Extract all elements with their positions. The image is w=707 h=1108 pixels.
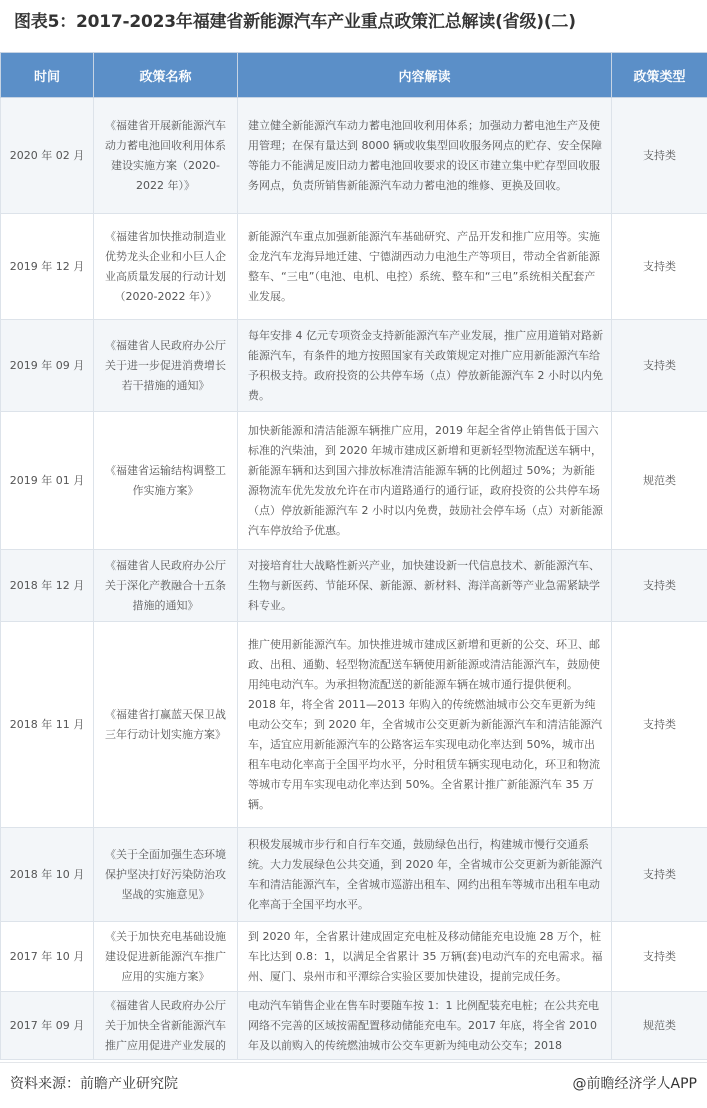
table-header-row (1, 53, 707, 98)
row-policy-name: 《福建省人民政府办公厅关于深化产教融合十五条措施的通知》 (94, 550, 238, 622)
row-content: 对接培育壮大战略性新兴产业，加快建设新一代信息技术、新能源汽车、生物与新医药、节能环保、新能源、新材料、海洋高新等产业急需紧缺学科专业。 (238, 550, 612, 622)
row-policy-name: 《关于全面加强生态环境保护坚决打好污染防治攻坚战的实施意见》 (94, 828, 238, 922)
brand-credit: @前瞻经济学人APP (573, 1073, 697, 1093)
table-row (1, 412, 707, 550)
row-content: 电动汽车销售企业在售车时要随车按 1：1 比例配装充电桩；在公共充电网络不完善的区域按需配置移动储能充电车。2017 年底，将全省 2010 年及以前购入的传统燃油城市公交车更新为纯电动公交车；2018 (238, 992, 612, 1060)
row-policy-name: 《福建省人民政府办公厅关于加快全省新能源汽车推广应用促进产业发展的 (94, 992, 238, 1060)
row-date: 2018 年 12 月 (1, 550, 94, 622)
table-row (1, 98, 707, 214)
row-policy-name: 《福建省运输结构调整工作实施方案》 (94, 412, 238, 550)
row-policy-type: 规范类 (612, 992, 707, 1060)
row-policy-name: 《关于加快充电基础设施建设促进新能源汽车推广应用的实施方案》 (94, 922, 238, 992)
header-policy-name: 政策名称 (94, 53, 238, 98)
header-policy-type: 政策类型 (612, 53, 707, 98)
row-content: 积极发展城市步行和自行车交通，鼓励绿色出行，构建城市慢行交通系统。大力发展绿色公共交通，到 2020 年，全省城市公交更新为新能源汽车和清洁能源汽车，全省城市巡游出租车、网约出租车等城市出租车电动化率高于全国平均水平。 (238, 828, 612, 922)
row-content: 建立健全新能源汽车动力蓄电池回收利用体系；加强动力蓄电池生产及使用管理；在保有量达到 8000 辆或收集型回收服务网点的贮存、安全保障等能力不能满足废旧动力蓄电池回收要求的设区市建立集中贮存型回收服务网点，负责所销售新能源汽车动力蓄电池的维修、更换及回收。 (238, 98, 612, 214)
header-date: 时间 (1, 53, 94, 98)
row-content: 每年安排 4 亿元专项资金支持新能源汽车产业发展，推广应用道销对路新能源汽车，有条件的地方按照国家有关政策规定对推广应用新能源汽车给予积极支持。政府投资的公共停车场（点）停放新能源汽车 2 小时以内免费。 (238, 320, 612, 412)
row-policy-name: 《福建省人民政府办公厅关于进一步促进消费增长若干措施的通知》 (94, 320, 238, 412)
table-row (1, 214, 707, 320)
row-policy-type: 支持类 (612, 320, 707, 412)
row-content: 加快新能源和清洁能源车辆推广应用，2019 年起全省停止销售低于国六标准的汽柴油，到 2020 年城市建成区新增和更新轻型物流配送车辆中，新能源车辆和达到国六排放标准清洁能源车辆的比例超过 50%；为新能源物流车优先发放允许在市内道路通行的通行证，政府投资的公共停车场（点）停放新能源汽车 2 小时以内免费，鼓励社会停车场（点）对新能源汽车停放给予优惠。 (238, 412, 612, 550)
row-policy-type: 支持类 (612, 922, 707, 992)
source-note: 资料来源：前瞻产业研究院 (10, 1073, 178, 1093)
row-date: 2017 年 09 月 (1, 992, 94, 1060)
row-date: 2017 年 10 月 (1, 922, 94, 992)
table-row (1, 992, 707, 1060)
row-date: 2019 年 09 月 (1, 320, 94, 412)
row-content: 推广使用新能源汽车。加快推进城市建成区新增和更新的公交、环卫、邮政、出租、通勤、轻型物流配送车辆使用新能源或清洁能源汽车，鼓励使用纯电动汽车。为承担物流配送的新能源车辆在城市通行提供便利。2018 年，将全省 2011—2013 年购入的传统燃油城市公交车更新为纯电动公交车；到 2020 年，全省城市公交更新为新能源汽车和清洁能源汽车，适宜应用新能源汽车的公路客运车实现电动化率达到 50%，城市出租车电动化率高于全国平均水平，分时租赁车辆实现电动化，环卫和物流等城市专用车实现电动化率达到 50%。全省累计推广新能源汽车 35 万辆。 (238, 622, 612, 828)
row-policy-type: 支持类 (612, 98, 707, 214)
table-row (1, 828, 707, 922)
header-content: 内容解读 (238, 53, 612, 98)
row-date: 2019 年 12 月 (1, 214, 94, 320)
row-policy-type: 规范类 (612, 412, 707, 550)
row-date: 2019 年 01 月 (1, 412, 94, 550)
row-policy-name: 《福建省打赢蓝天保卫战三年行动计划实施方案》 (94, 622, 238, 828)
policy-table (0, 52, 707, 1060)
row-policy-name: 《福建省加快推动制造业优势龙头企业和小巨人企业高质量发展的行动计划（2020-2022 年）》 (94, 214, 238, 320)
row-policy-type: 支持类 (612, 214, 707, 320)
table-row (1, 922, 707, 992)
page-title: 图表5：2017-2023年福建省新能源汽车产业重点政策汇总解读(省级)(二) (14, 10, 694, 34)
row-content: 新能源汽车重点加强新能源汽车基础研究、产品开发和推广应用等。实施金龙汽车龙海异地迁建、宁德湖西动力电池生产等项目，带动全省新能源整车、“三电”（电池、电机、电控）系统、整车和“三电”系统相关配套产业发展。 (238, 214, 612, 320)
row-date: 2018 年 11 月 (1, 622, 94, 828)
row-policy-type: 支持类 (612, 828, 707, 922)
row-policy-type: 支持类 (612, 622, 707, 828)
table-row (1, 550, 707, 622)
table-row (1, 622, 707, 828)
table-row (1, 320, 707, 412)
footer (0, 1062, 707, 1108)
row-date: 2020 年 02 月 (1, 98, 94, 214)
row-content: 到 2020 年，全省累计建成固定充电桩及移动储能充电设施 28 万个，桩车比达到 0.8：1，以满足全省累计 35 万辆(套)电动汽车的充电需求。福州、厦门、泉州市和平潭综合实验区要加快建设，提前完成任务。 (238, 922, 612, 992)
row-policy-type: 支持类 (612, 550, 707, 622)
row-date: 2018 年 10 月 (1, 828, 94, 922)
row-policy-name: 《福建省开展新能源汽车动力蓄电池回收利用体系建设实施方案（2020-2022 年）》 (94, 98, 238, 214)
